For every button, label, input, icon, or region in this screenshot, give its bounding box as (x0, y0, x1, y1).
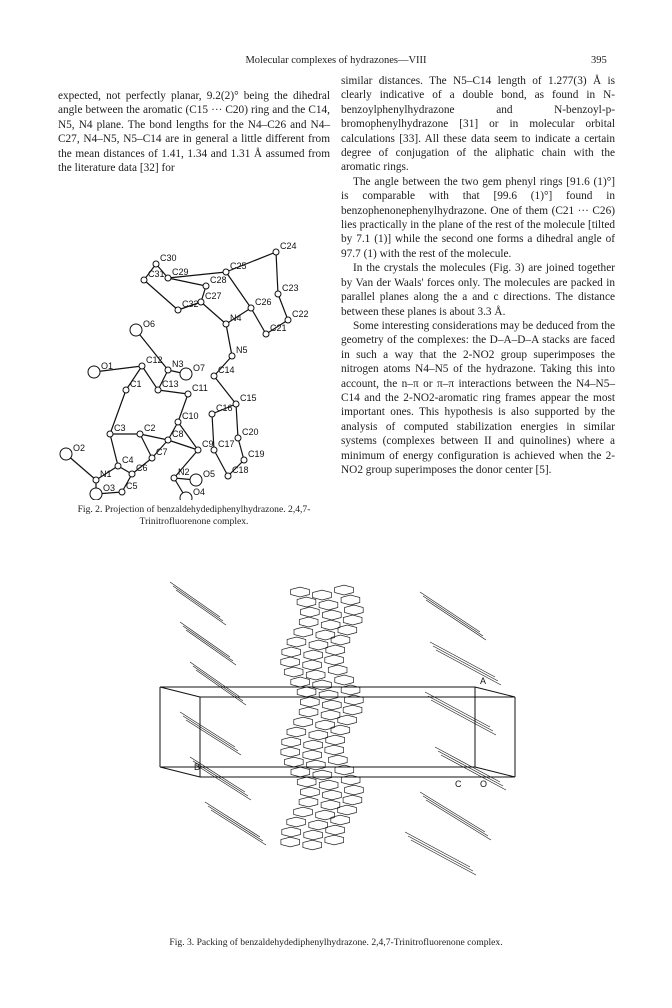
packing-chain-line (423, 596, 483, 636)
packing-ring (338, 715, 357, 725)
bond-line (226, 272, 251, 308)
bond-line (144, 280, 178, 310)
packing-ring (335, 585, 354, 595)
packing-ring (316, 720, 335, 730)
packing-ring (284, 667, 303, 677)
atom-label-o1: O1 (101, 361, 114, 371)
packing-ring (325, 745, 344, 755)
atom-c20 (235, 435, 241, 441)
packing-ring (303, 660, 322, 670)
packing-ring (325, 655, 344, 665)
atom-o4 (180, 492, 192, 500)
packing-ring (309, 640, 328, 650)
atom-c4 (115, 463, 121, 469)
packing-ring (326, 735, 345, 745)
atom-label-o5: O5 (203, 469, 216, 479)
packing-ring (338, 805, 357, 815)
packing-ring (301, 607, 320, 617)
figure-3-packing-diagram (150, 562, 520, 882)
bond-line (168, 440, 198, 450)
packing-ring (328, 665, 347, 675)
packing-ring (281, 837, 300, 847)
packing-ring (309, 730, 328, 740)
atom-label-c2: C2 (144, 423, 156, 433)
bond-line (251, 308, 266, 334)
packing-chain-line (426, 800, 491, 840)
packing-ring (325, 835, 344, 845)
packing-ring (321, 620, 340, 630)
atom-label-n3: N3 (172, 359, 184, 369)
packing-chain-line (183, 716, 238, 751)
atom-c24 (273, 249, 279, 255)
packing-chain-line (183, 626, 233, 661)
packing-chain-line (196, 765, 251, 800)
atom-label-c8: C8 (172, 429, 184, 439)
packing-chain-line (208, 806, 263, 841)
packing-ring (343, 705, 362, 715)
packing-ring (294, 717, 313, 727)
packing-chain-line (193, 666, 243, 701)
atom-label-c9: C9 (202, 439, 214, 449)
packing-chain-line (423, 796, 488, 836)
packing-ring (287, 817, 306, 827)
bond-line (214, 376, 236, 404)
packing-ring (299, 797, 318, 807)
right-paragraph: The angle between the two gem phenyl rings [91.6 (1)°] is comparable with that [99.6 (1)°] found in benzophenonephenylhydrazone. One of them (C21 ··· C26) lies practically in the plane of the rest of the molecule [tilted by 7.1 (1)] while the second one forms a dihedral angle of 97.7 (1) with the rest of the molecule. (341, 175, 615, 260)
packing-chain-line (186, 720, 241, 755)
bond-line (276, 252, 278, 294)
packing-ring (301, 697, 320, 707)
atom-label-c7: C7 (156, 447, 168, 457)
atom-label-c20: C20 (242, 427, 259, 437)
atom-c12 (139, 363, 145, 369)
figure-2-caption: Fig. 2. Projection of benzaldehydediphenylhydrazone. 2,4,7-Trinitrofluorenone complex. (77, 504, 311, 527)
packing-ring (291, 767, 310, 777)
packing-ring (323, 610, 342, 620)
atom-c13 (155, 387, 161, 393)
packing-ring (338, 625, 357, 635)
unit-cell-edge (160, 687, 200, 697)
packing-ring (321, 710, 340, 720)
bond-line (158, 390, 188, 394)
atom-o1 (88, 366, 100, 378)
running-head (0, 55, 672, 69)
packing-ring (294, 627, 313, 637)
packing-ring (316, 630, 335, 640)
atom-o3 (90, 488, 102, 500)
bond-line (278, 294, 288, 320)
atom-c26 (248, 305, 254, 311)
atom-label-o6: O6 (143, 319, 156, 329)
axis-label-a: A (480, 676, 487, 686)
atom-label-o3: O3 (103, 483, 116, 493)
atom-c9 (195, 447, 201, 453)
atom-c8 (165, 437, 171, 443)
atom-label-c11: C11 (192, 383, 208, 393)
packing-chain-line (420, 792, 485, 832)
packing-ring (309, 820, 328, 830)
packing-chain-line (430, 642, 495, 677)
left-paragraph: expected, not perfectly planar, 9.2(2)° being the dihedral angle between the aromatic (C15 ··· C20) ring and the C14, N5, N4 plane. The bond lengths for the N4–C26 and N4–C27, N4–N5, N5–C14 are in general a little different from the mean distances of 1.41, 1.34 and 1.31 Å assumed from the literature data [32] for (58, 90, 330, 175)
packing-chain-line (433, 646, 498, 681)
packing-ring (345, 785, 364, 795)
atom-n4 (223, 321, 229, 327)
packing-ring (306, 670, 325, 680)
packing-drawing (150, 562, 520, 882)
figure-3-caption: Fig. 3. Packing of benzaldehydediphenylhydrazone. 2,4,7-Trinitrofluorenone complex. (169, 937, 503, 948)
packing-ring (345, 605, 364, 615)
packing-ring (282, 827, 301, 837)
packing-chain-line (190, 662, 240, 697)
packing-ring (319, 780, 338, 790)
atom-c32 (175, 307, 181, 313)
packing-ring (341, 685, 360, 695)
atom-label-c12: C12 (146, 355, 163, 365)
atom-label-n1: N1 (100, 469, 112, 479)
atom-c11 (185, 391, 191, 397)
atom-label-c10: C10 (182, 411, 199, 421)
packing-ring (313, 770, 332, 780)
packing-ring (343, 615, 362, 625)
atom-n3 (165, 367, 171, 373)
packing-ring (319, 600, 338, 610)
atom-label-c5: C5 (126, 481, 138, 491)
axis-label-origin: O (480, 779, 488, 789)
atom-label-o2: O2 (73, 443, 86, 453)
page-number: 395 (591, 55, 607, 66)
packing-ring (281, 657, 300, 667)
atom-c5 (119, 489, 125, 495)
packing-ring (335, 675, 354, 685)
atom-c6 (129, 471, 135, 477)
packing-molecules (170, 582, 506, 875)
packing-ring (323, 700, 342, 710)
packing-ring (285, 757, 304, 767)
atom-c28 (203, 283, 209, 289)
atom-c10 (175, 419, 181, 425)
packing-chain-line (186, 630, 236, 665)
right-paragraph: Some interesting considerations may be deduced from the geometry of the complexes: the D–A–D–A stacks are faced in such a way that the 2-NO2 group superimposes the nitrogen atoms N4–N5 of the hydrazone. Taking this into account, the n–π or π–π interactions between the N4–N5–C14 and the 2-NO2-aromatic ring frames appear the most important ones. This hypothesis is also supported by the analysis of computed stabilization energies in similar systems (complexes between II and quinolines) where a minimum of energy configuration is achieved when the 2-NO2 group superimposes the donor center [5]. (341, 319, 615, 476)
figure-2-molecule-projection (56, 222, 336, 500)
packing-chain-line (411, 840, 476, 875)
packing-chain-line (176, 590, 226, 625)
atom-label-c3: C3 (114, 423, 126, 433)
molecule-atoms (60, 249, 291, 500)
atom-label-c14: C14 (218, 365, 235, 375)
atom-label-c32: C32 (182, 299, 199, 309)
atom-label-o7: O7 (193, 363, 206, 373)
atom-n5 (229, 353, 235, 359)
packing-chain-line (170, 582, 220, 617)
packing-ring (319, 690, 338, 700)
packing-ring (294, 807, 313, 817)
bond-line (140, 434, 168, 440)
atom-c16 (209, 411, 215, 417)
atom-c23 (275, 291, 281, 297)
running-head-title: Molecular complexes of hydrazones—VIII (245, 55, 427, 66)
atom-o6 (130, 324, 142, 336)
atom-label-c22: C22 (292, 309, 309, 319)
packing-ring (297, 597, 316, 607)
packing-ring (282, 647, 301, 657)
packing-ring (291, 677, 310, 687)
packing-ring (301, 787, 320, 797)
bond-line (168, 278, 206, 286)
atom-n2 (171, 475, 177, 481)
packing-ring (304, 650, 323, 660)
atom-c7 (149, 455, 155, 461)
packing-chain-line (436, 650, 501, 685)
packing-ring (303, 840, 322, 850)
atom-label-n5: N5 (236, 345, 248, 355)
bond-line (214, 450, 228, 476)
axis-label-c: C (455, 779, 462, 789)
atom-label-c28: C28 (210, 275, 227, 285)
atom-c21 (263, 331, 269, 337)
right-paragraph: In the crystals the molecules (Fig. 3) are joined together by Van der Waals' forces only. The molecules are packed in parallel planes along the a and c directions. The distance between these planes is about 3.3 Å. (341, 262, 615, 318)
packing-ring (304, 830, 323, 840)
atom-label-c15: C15 (240, 393, 257, 403)
atom-label-c17: C17 (218, 439, 235, 449)
atom-label-n4: N4 (230, 313, 242, 323)
packing-ring (331, 635, 350, 645)
packing-ring (297, 777, 316, 787)
atom-o7 (180, 368, 192, 380)
packing-ring (323, 790, 342, 800)
packing-ring (303, 750, 322, 760)
left-column (58, 89, 330, 175)
atom-label-c27: C27 (205, 291, 222, 301)
atom-c27 (198, 299, 204, 305)
packing-ring (291, 587, 310, 597)
atom-c30 (153, 261, 159, 267)
packing-ring (331, 815, 350, 825)
packing-ring (343, 795, 362, 805)
packing-chain-line (180, 622, 230, 657)
axis-label-b: B (194, 762, 201, 772)
bond-line (226, 324, 232, 356)
packing-ring (321, 800, 340, 810)
packing-chain-line (211, 810, 266, 845)
unit-cell-edge (475, 687, 515, 697)
packing-chain-line (431, 700, 496, 735)
atom-o5 (190, 474, 202, 486)
bond-line (140, 434, 152, 458)
atom-n1 (93, 477, 99, 483)
atom-label-c1: C1 (130, 379, 142, 389)
atom-c3 (107, 431, 113, 437)
atom-o2 (60, 448, 72, 460)
atom-c1 (123, 387, 129, 393)
atom-label-c30: C30 (160, 253, 177, 263)
molecule-drawing (56, 222, 336, 500)
atom-label-c6: C6 (136, 463, 148, 473)
packing-ring (299, 707, 318, 717)
bond-line (236, 404, 238, 438)
atom-label-n2: N2 (178, 467, 190, 477)
atom-c15 (233, 401, 239, 407)
packing-ring (297, 687, 316, 697)
packing-chain-line (180, 712, 235, 747)
packing-ring (326, 645, 345, 655)
atom-label-c23: C23 (282, 283, 299, 293)
packing-ring (307, 760, 326, 770)
packing-ring (313, 590, 332, 600)
atom-label-c4: C4 (122, 455, 134, 465)
atom-c2 (137, 431, 143, 437)
atom-c31 (141, 277, 147, 283)
packing-ring (313, 680, 332, 690)
atom-label-c21: C21 (270, 323, 287, 333)
atom-label-c18: C18 (232, 465, 249, 475)
bond-line (110, 434, 118, 466)
atom-label-c13: C13 (162, 379, 179, 389)
atom-label-c16: C16 (216, 403, 233, 413)
packing-ring (282, 737, 301, 747)
packing-ring (316, 810, 335, 820)
atom-c18 (225, 473, 231, 479)
bond-line (142, 366, 158, 390)
right-column (341, 74, 615, 477)
atom-label-c25: C25 (230, 261, 247, 271)
atom-label-c31: C31 (148, 269, 165, 279)
packing-ring (299, 617, 318, 627)
packing-chain-line (205, 802, 260, 837)
packing-ring (326, 825, 345, 835)
atom-label-c29: C29 (172, 267, 189, 277)
packing-ring (304, 740, 323, 750)
packing-chain-line (173, 586, 223, 621)
packing-chain-line (420, 592, 480, 632)
atom-label-o4: O4 (193, 487, 206, 497)
packing-ring (329, 755, 348, 765)
atom-label-c19: C19 (248, 449, 265, 459)
atom-c19 (241, 457, 247, 463)
right-paragraph: similar distances. The N5–C14 length of 1.277(3) Å is clearly indicative of a double bond, as found in N-benzoylphenylhydrazone and N-benzoyl-p-bromophenylhydrazone [31] or in molecular orbital calculations [33]. All these data seem to indicate a certain degree of conjugation of the aliphatic chain with the aromatic rings. (341, 75, 615, 174)
atom-c29 (165, 275, 171, 281)
atom-label-c24: C24 (280, 241, 297, 251)
packing-ring (341, 595, 360, 605)
packing-chain-line (193, 761, 248, 796)
packing-chain-line (428, 696, 493, 731)
packing-chain-line (438, 751, 503, 786)
packing-ring (287, 727, 306, 737)
packing-ring (281, 747, 300, 757)
atom-label-c26: C26 (255, 297, 272, 307)
packing-ring (287, 637, 306, 647)
bond-line (201, 302, 226, 324)
packing-chain-line (408, 836, 473, 871)
atom-c14 (211, 373, 217, 379)
packing-ring (331, 725, 350, 735)
packing-chain-line (426, 600, 486, 640)
packing-chain-line (405, 832, 470, 867)
